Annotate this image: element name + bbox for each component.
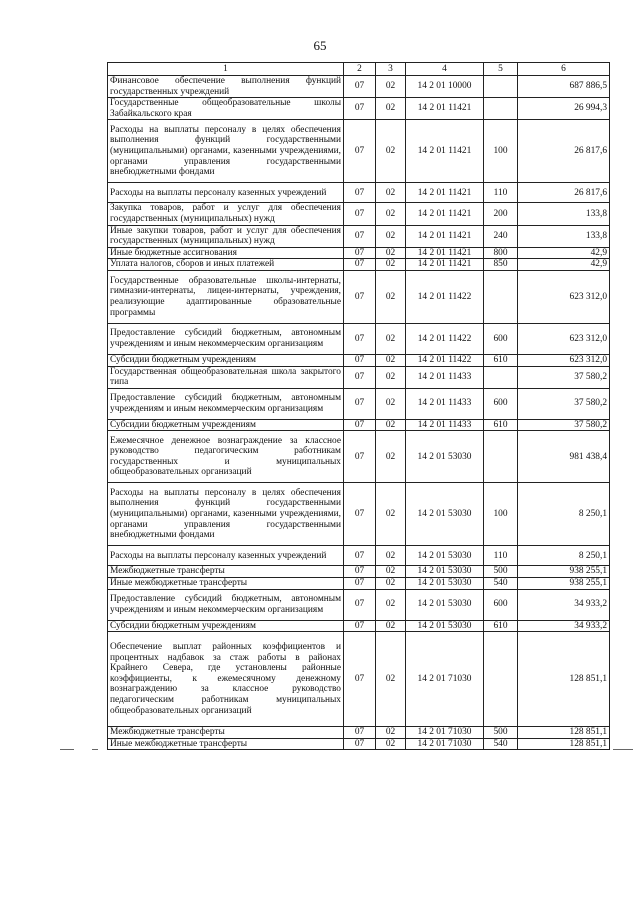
cell-name: Расходы на выплаты персоналу в целях обеспечения выполнения функций государственными (муниципальными) органами, казенными учреждениями, органами управления государственными внебюджетными фондами	[108, 483, 344, 546]
column-header: 6	[518, 63, 610, 76]
cell-subsection: 02	[376, 247, 406, 259]
cell-subsection: 02	[376, 76, 406, 98]
table-row	[108, 589, 610, 620]
cell-expense-type: 610	[484, 354, 518, 366]
cell-subsection: 02	[376, 546, 406, 566]
cell-expense-type: 800	[484, 247, 518, 259]
cell-target-article: 14 2 01 11421	[406, 120, 484, 183]
cell-section: 07	[344, 76, 376, 98]
header-row	[108, 63, 610, 76]
cell-name: Уплата налогов, сборов и иных платежей	[108, 259, 344, 271]
cell-expense-type: 240	[484, 225, 518, 247]
cell-expense-type: 850	[484, 259, 518, 271]
cell-target-article: 14 2 01 11421	[406, 183, 484, 203]
cell-subsection: 02	[376, 354, 406, 366]
cell-expense-type	[484, 431, 518, 483]
cell-subsection: 02	[376, 225, 406, 247]
cell-target-article: 14 2 01 11421	[406, 203, 484, 225]
cell-subsection: 02	[376, 419, 406, 431]
cell-subsection: 02	[376, 566, 406, 578]
cell-amount: 128 851,1	[518, 727, 610, 739]
cell-name: Государственная общеобразовательная школа закрытого типа	[108, 366, 344, 388]
cell-target-article: 14 2 01 11422	[406, 323, 484, 354]
cell-target-article: 14 2 01 53030	[406, 431, 484, 483]
cell-subsection: 02	[376, 738, 406, 750]
cell-name: Предоставление субсидий бюджетным, автономным учреждениям и иным некоммерческим организациям	[108, 388, 344, 419]
cell-subsection: 02	[376, 388, 406, 419]
cell-expense-type: 610	[484, 620, 518, 632]
cell-amount: 42,9	[518, 259, 610, 271]
cell-expense-type: 540	[484, 738, 518, 750]
cell-section: 07	[344, 483, 376, 546]
table-row	[108, 203, 610, 225]
cell-subsection: 02	[376, 323, 406, 354]
cell-amount: 133,8	[518, 203, 610, 225]
cell-subsection: 02	[376, 632, 406, 727]
cell-amount: 34 933,2	[518, 589, 610, 620]
table-row	[108, 738, 610, 750]
cell-target-article: 14 2 01 11433	[406, 388, 484, 419]
cell-target-article: 14 2 01 53030	[406, 546, 484, 566]
cell-expense-type: 610	[484, 419, 518, 431]
table-row	[108, 323, 610, 354]
cell-name: Предоставление субсидий бюджетным, автономным учреждениям и иным некоммерческим организациям	[108, 323, 344, 354]
cell-target-article: 14 2 01 53030	[406, 566, 484, 578]
cell-amount: 938 255,1	[518, 577, 610, 589]
cell-name: Иные бюджетные ассигнования	[108, 247, 344, 259]
cell-amount: 938 255,1	[518, 566, 610, 578]
table-row	[108, 566, 610, 578]
cell-amount: 623 312,0	[518, 354, 610, 366]
page-number: 65	[313, 38, 327, 53]
cell-name: Расходы на выплаты персоналу в целях обеспечения выполнения функций государственными (муниципальными) органами, казенными учреждениями, органами управления государственными внебюджетными фондами	[108, 120, 344, 183]
table-row	[108, 270, 610, 323]
cell-target-article: 14 2 01 11421	[406, 98, 484, 120]
scan-mark	[60, 749, 74, 750]
cell-expense-type	[484, 366, 518, 388]
cell-target-article: 14 2 01 71030	[406, 738, 484, 750]
cell-expense-type: 600	[484, 589, 518, 620]
cell-expense-type: 110	[484, 183, 518, 203]
cell-subsection: 02	[376, 620, 406, 632]
budget-table	[107, 62, 610, 750]
cell-subsection: 02	[376, 203, 406, 225]
cell-amount: 8 250,1	[518, 483, 610, 546]
cell-target-article: 14 2 01 53030	[406, 483, 484, 546]
cell-name: Государственные общеобразовательные школы Забайкальского края	[108, 98, 344, 120]
cell-section: 07	[344, 577, 376, 589]
cell-section: 07	[344, 354, 376, 366]
cell-amount: 26 994,3	[518, 98, 610, 120]
cell-name: Предоставление субсидий бюджетным, автономным учреждениям и иным некоммерческим организациям	[108, 589, 344, 620]
cell-subsection: 02	[376, 183, 406, 203]
cell-amount: 623 312,0	[518, 270, 610, 323]
cell-subsection: 02	[376, 577, 406, 589]
cell-amount: 26 817,6	[518, 183, 610, 203]
cell-subsection: 02	[376, 589, 406, 620]
cell-target-article: 14 2 01 53030	[406, 620, 484, 632]
cell-amount: 37 580,2	[518, 366, 610, 388]
cell-amount: 37 580,2	[518, 388, 610, 419]
table-row	[108, 431, 610, 483]
column-header: 1	[108, 63, 344, 76]
cell-expense-type	[484, 270, 518, 323]
table-row	[108, 354, 610, 366]
cell-section: 07	[344, 431, 376, 483]
cell-subsection: 02	[376, 483, 406, 546]
cell-subsection: 02	[376, 98, 406, 120]
table-row	[108, 727, 610, 739]
cell-name: Государственные образовательные школы-интернаты, гимназии-интернаты, лицеи-интернаты, учреждения, реализующие адаптированные образовательные программы	[108, 270, 344, 323]
cell-section: 07	[344, 366, 376, 388]
cell-expense-type: 600	[484, 388, 518, 419]
table-row	[108, 120, 610, 183]
cell-target-article: 14 2 01 11422	[406, 270, 484, 323]
table-row	[108, 366, 610, 388]
cell-section: 07	[344, 388, 376, 419]
cell-section: 07	[344, 632, 376, 727]
cell-target-article: 14 2 01 11422	[406, 354, 484, 366]
table-body	[108, 76, 610, 750]
cell-amount: 623 312,0	[518, 323, 610, 354]
cell-name: Обеспечение выплат районных коэффициентов и процентных надбавок за стаж работы в районах Крайнего Севера, где установлены районные коэффициенты, к ежемесячному денежному вознаграждению за классное руководство педагогическим работникам муниципальных общеобразовательных организаций	[108, 632, 344, 727]
cell-subsection: 02	[376, 727, 406, 739]
cell-amount: 37 580,2	[518, 419, 610, 431]
cell-name: Межбюджетные трансферты	[108, 727, 344, 739]
cell-expense-type: 100	[484, 483, 518, 546]
table-row	[108, 419, 610, 431]
cell-section: 07	[344, 546, 376, 566]
cell-section: 07	[344, 247, 376, 259]
cell-name: Иные межбюджетные трансферты	[108, 738, 344, 750]
cell-section: 07	[344, 738, 376, 750]
cell-section: 07	[344, 259, 376, 271]
cell-section: 07	[344, 270, 376, 323]
cell-amount: 26 817,6	[518, 120, 610, 183]
cell-target-article: 14 2 01 53030	[406, 577, 484, 589]
cell-section: 07	[344, 589, 376, 620]
cell-name: Субсидии бюджетным учреждениям	[108, 620, 344, 632]
cell-amount: 687 886,5	[518, 76, 610, 98]
table-row	[108, 225, 610, 247]
cell-amount: 34 933,2	[518, 620, 610, 632]
cell-name: Иные межбюджетные трансферты	[108, 577, 344, 589]
cell-section: 07	[344, 183, 376, 203]
cell-amount: 42,9	[518, 247, 610, 259]
table-row	[108, 76, 610, 98]
cell-target-article: 14 2 01 11433	[406, 419, 484, 431]
cell-name: Иные закупки товаров, работ и услуг для обеспечения государственных (муниципальных) нужд	[108, 225, 344, 247]
cell-subsection: 02	[376, 120, 406, 183]
cell-section: 07	[344, 98, 376, 120]
cell-section: 07	[344, 419, 376, 431]
cell-amount: 133,8	[518, 225, 610, 247]
cell-section: 07	[344, 203, 376, 225]
cell-target-article: 14 2 01 10000	[406, 76, 484, 98]
cell-expense-type: 500	[484, 727, 518, 739]
cell-section: 07	[344, 727, 376, 739]
table-row	[108, 98, 610, 120]
cell-expense-type: 600	[484, 323, 518, 354]
cell-expense-type: 200	[484, 203, 518, 225]
table-row	[108, 388, 610, 419]
table-row	[108, 620, 610, 632]
cell-expense-type	[484, 98, 518, 120]
cell-subsection: 02	[376, 366, 406, 388]
cell-name: Расходы на выплаты персоналу казенных учреждений	[108, 546, 344, 566]
cell-target-article: 14 2 01 71030	[406, 632, 484, 727]
cell-expense-type: 100	[484, 120, 518, 183]
scan-mark	[92, 749, 98, 750]
table-row	[108, 259, 610, 271]
cell-amount: 8 250,1	[518, 546, 610, 566]
cell-expense-type: 540	[484, 577, 518, 589]
cell-amount: 981 438,4	[518, 431, 610, 483]
column-header: 4	[406, 63, 484, 76]
table-row	[108, 183, 610, 203]
cell-subsection: 02	[376, 431, 406, 483]
cell-target-article: 14 2 01 11421	[406, 259, 484, 271]
column-header: 2	[344, 63, 376, 76]
cell-name: Закупка товаров, работ и услуг для обеспечения государственных (муниципальных) нужд	[108, 203, 344, 225]
cell-expense-type	[484, 632, 518, 727]
cell-expense-type: 500	[484, 566, 518, 578]
cell-name: Расходы на выплаты персоналу казенных учреждений	[108, 183, 344, 203]
column-header: 3	[376, 63, 406, 76]
table-row	[108, 483, 610, 546]
cell-amount: 128 851,1	[518, 632, 610, 727]
cell-name: Ежемесячное денежное вознаграждение за классное руководство педагогическим работникам государственных и муниципальных общеобразовательных организаций	[108, 431, 344, 483]
cell-target-article: 14 2 01 71030	[406, 727, 484, 739]
cell-section: 07	[344, 120, 376, 183]
cell-name: Субсидии бюджетным учреждениям	[108, 419, 344, 431]
cell-subsection: 02	[376, 259, 406, 271]
table-row	[108, 577, 610, 589]
column-header: 5	[484, 63, 518, 76]
cell-section: 07	[344, 225, 376, 247]
cell-section: 07	[344, 566, 376, 578]
table-row	[108, 546, 610, 566]
cell-name: Финансовое обеспечение выполнения функций государственных учреждений	[108, 76, 344, 98]
cell-expense-type: 110	[484, 546, 518, 566]
cell-subsection: 02	[376, 270, 406, 323]
cell-target-article: 14 2 01 11433	[406, 366, 484, 388]
table-row	[108, 247, 610, 259]
cell-target-article: 14 2 01 11421	[406, 225, 484, 247]
cell-expense-type	[484, 76, 518, 98]
cell-target-article: 14 2 01 53030	[406, 589, 484, 620]
cell-name: Межбюджетные трансферты	[108, 566, 344, 578]
cell-target-article: 14 2 01 11421	[406, 247, 484, 259]
cell-section: 07	[344, 620, 376, 632]
cell-name: Субсидии бюджетным учреждениям	[108, 354, 344, 366]
cell-amount: 128 851,1	[518, 738, 610, 750]
cell-section: 07	[344, 323, 376, 354]
table-row	[108, 632, 610, 727]
scan-mark	[613, 749, 633, 750]
